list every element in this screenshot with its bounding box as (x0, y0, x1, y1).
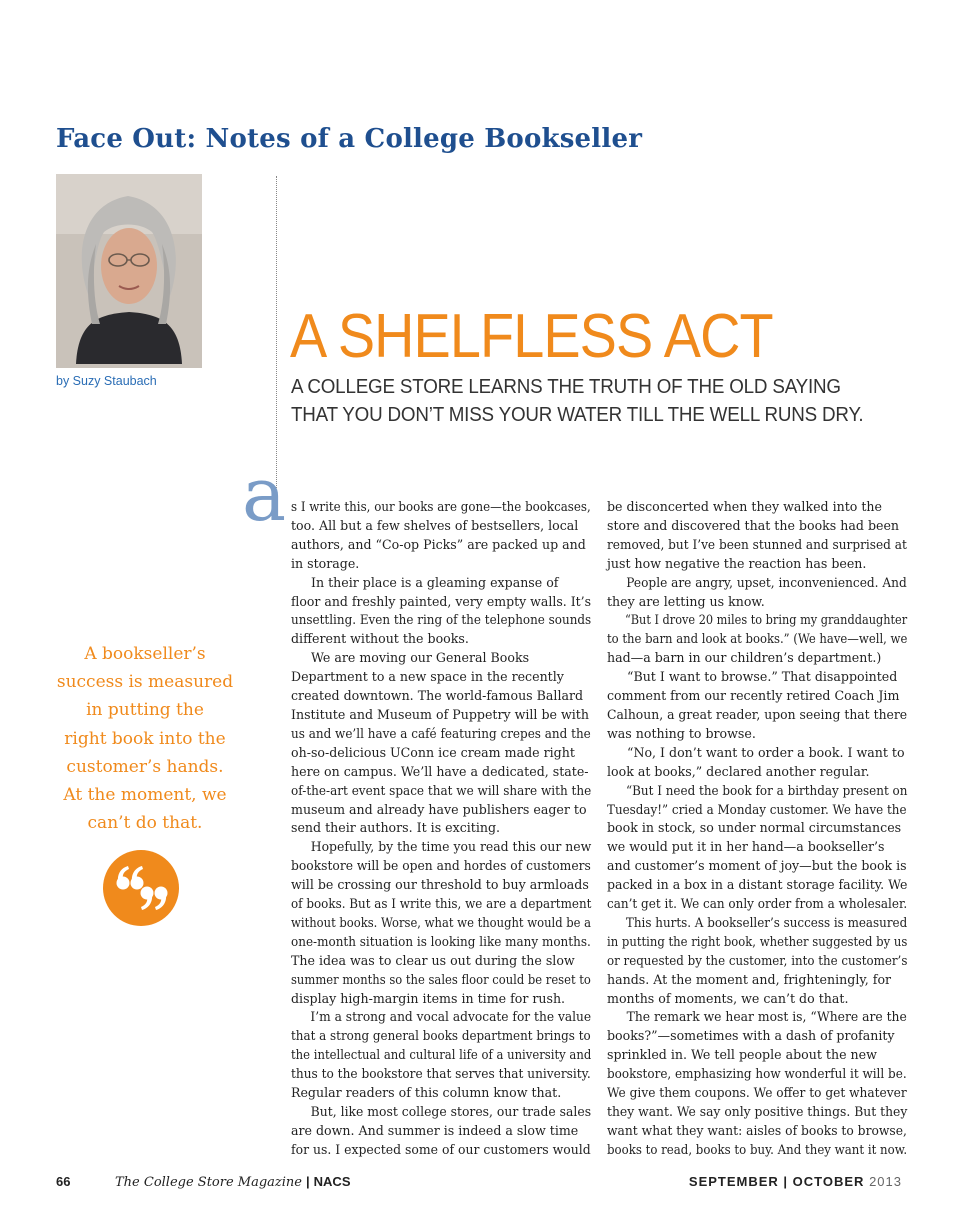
body-text-line: they are letting us know. (607, 593, 765, 609)
body-text-line: without books. Worse, what we thought would be a (291, 914, 592, 930)
body-text-line: to the barn and look at books.” (We have—well, we (607, 631, 908, 647)
body-text-line: I’m a strong and vocal advocate for the value (310, 1009, 592, 1025)
body-text-line: different without the books. (291, 631, 469, 647)
body-text-line: of-the-art event space that we will share with the (291, 782, 592, 798)
author-byline: by Suzy Staubach (56, 374, 157, 388)
body-text-line: unsettling. Even the ring of the telephone sounds (291, 612, 592, 628)
pull-quote (50, 640, 240, 837)
body-text-line: Institute and Museum of Puppetry will be with (291, 706, 589, 722)
body-text-line: packed in a box in a distant storage facility. We (607, 877, 908, 893)
body-text-line: want what they want: aisles of books to browse, (607, 1122, 907, 1138)
issue-date (689, 1174, 902, 1189)
article-deck (291, 373, 931, 429)
body-text-line: museum and already have publishers eager to (291, 801, 587, 817)
body-text-line: here on campus. We’ll have a dedicated, state- (291, 763, 589, 779)
body-text-line: look at books,” declared another regular. (607, 763, 870, 779)
body-text-line: We give them coupons. We offer to get whatever (607, 1085, 907, 1101)
body-text-line: bookstore will be open and hordes of customers (291, 858, 591, 874)
body-text-line: The remark we hear most is, “Where are the (626, 1009, 907, 1025)
drop-cap: a (242, 452, 287, 538)
body-text-line: The idea was to clear us out during the slow (291, 952, 575, 968)
body-text-line: are down. And summer is indeed a slow time (291, 1122, 579, 1138)
body-text-line: or requested by the customer, into the customer’s (607, 952, 908, 968)
body-text-line: hands. At the moment and, frighteningly, for (607, 971, 892, 987)
pull-quote-line: right book into the (64, 728, 226, 749)
body-text-line: sprinkled in. We tell people about the new (607, 1047, 877, 1063)
pull-quote-line: customer’s hands. (66, 756, 224, 777)
article-headline: A SHELFLESS ACT (290, 302, 773, 371)
body-text-line: store and discovered that the books had been (607, 517, 900, 533)
body-text-line: This hurts. A bookseller’s success is measured (625, 914, 908, 930)
body-text-line: and customer’s moment of joy—but the book is (607, 858, 907, 874)
body-text-line: floor and freshly painted, very empty walls. It’s (291, 593, 592, 609)
body-text-line: Department to a new space in the recently (291, 669, 564, 685)
page-number: 66 (56, 1174, 71, 1189)
body-text-line: had—a barn in our children’s department.) (607, 650, 882, 666)
body-text-line: Regular readers of this column know that. (291, 1085, 562, 1101)
org-name: NACS (313, 1174, 351, 1189)
pull-quote-line: At the moment, we (63, 785, 227, 806)
footer-separator: | (306, 1174, 310, 1189)
body-text-line: of books. But as I write this, we are a department (291, 896, 592, 912)
body-text-line: just how negative the reaction has been. (607, 555, 867, 571)
body-text-line: we would put it in her hand—a bookseller’s (607, 839, 885, 855)
body-text-line: book in stock, so under normal circumstances (607, 820, 902, 836)
body-text-line: Calhoun, a great reader, upon seeing that there (607, 706, 908, 722)
body-text-line: send their authors. It is exciting. (291, 820, 501, 836)
body-text-line: will be crossing our threshold to buy armloads (291, 877, 589, 893)
body-text-line: “But I drove 20 miles to bring my granddaughter (624, 612, 908, 628)
body-text-line: display high-margin items in time for rush. (291, 990, 566, 1006)
pull-quote-line: A bookseller’s (84, 644, 206, 664)
body-text-line: But, like most college stores, our trade sales (310, 1104, 592, 1119)
author-portrait-image (56, 174, 202, 368)
body-text-line: months of moments, we can’t do that. (607, 990, 849, 1006)
body-text-line: summer months so the sales floor could be reset to (291, 971, 591, 987)
issue-months: SEPTEMBER | OCTOBER (688, 1174, 865, 1189)
author-photo (56, 174, 202, 368)
body-text-line: can’t get it. We can only order from a wholesaler. (607, 896, 908, 912)
body-text-line: s I write this, our books are gone—the bookcases, (291, 499, 591, 514)
body-text-line: books?”—sometimes with a dash of profanity (607, 1028, 895, 1044)
body-text-line: was nothing to browse. (607, 725, 756, 741)
pull-quote-line: can’t do that. (87, 813, 203, 834)
body-text-line: oh-so-delicious UConn ice cream made right (291, 744, 575, 760)
body-text-line: “No, I don’t want to order a book. I want to (627, 744, 905, 760)
body-text-line: bookstore, emphasizing how wonderful it will be. (607, 1066, 907, 1082)
quotation-mark-icon (103, 850, 179, 926)
body-text-line: books to read, books to buy. And they want it now. (607, 1141, 908, 1157)
pull-quote-line: in putting the (86, 700, 204, 721)
body-text-line: one-month situation is looking like many months. (291, 933, 591, 949)
magazine-title: The College Store Magazine (115, 1175, 303, 1190)
body-text-line: In their place is a gleaming expanse of (311, 574, 559, 590)
body-text-line: in putting the right book, whether suggested by us (607, 933, 908, 949)
page-footer (0, 1174, 960, 1194)
column-title: Face Out: Notes of a College Bookseller (56, 124, 643, 154)
body-text-line: Hopefully, by the time you read this our new (310, 839, 592, 855)
deck-line: A COLLEGE STORE LEARNS THE TRUTH OF THE OLD SAYING (291, 376, 841, 398)
body-text-line: for us. I expected some of our customers would (291, 1141, 591, 1157)
body-text-line: removed, but I’ve been stunned and surprised at (607, 536, 907, 552)
deck-line: THAT YOU DON’T MISS YOUR WATER TILL THE WELL RUNS DRY. (291, 404, 864, 426)
body-text-line: comment from our recently retired Coach Jim (607, 688, 900, 704)
body-text-line: that a strong general books department brings to (291, 1028, 591, 1044)
publication-name (115, 1174, 351, 1190)
dotted-divider (276, 176, 277, 494)
issue-year: 2013 (869, 1174, 902, 1189)
body-text-line: the intellectual and cultural life of a university and (291, 1047, 592, 1063)
body-text-line: too. All but a few shelves of bestsellers, local (291, 517, 579, 533)
body-column-1 (291, 498, 591, 1160)
body-text-line: created downtown. The world-famous Ballard (291, 688, 584, 704)
body-text-line: Tuesday!” cried a Monday customer. We have the (607, 801, 907, 817)
body-column-2 (607, 498, 907, 1160)
body-text-line: “But I need the book for a birthday present on (625, 782, 908, 798)
body-text-line: in storage. (291, 555, 360, 571)
body-text-line: thus to the bookstore that serves that university. (291, 1066, 591, 1082)
body-text-line: People are angry, upset, inconvenienced. And (626, 574, 907, 590)
body-text-line: authors, and “Co-op Picks” are packed up and (291, 536, 586, 552)
body-text-line: be disconcerted when they walked into the (607, 499, 882, 514)
pull-quote-line: success is measured (56, 672, 234, 693)
body-text-line: us and we’ll have a café featuring crepes and the (291, 725, 591, 741)
body-text-line: they want. We say only positive things. But they (607, 1104, 908, 1119)
body-text-line: We are moving our General Books (311, 650, 530, 666)
body-text-line: “But I want to browse.” That disappointed (627, 669, 898, 685)
